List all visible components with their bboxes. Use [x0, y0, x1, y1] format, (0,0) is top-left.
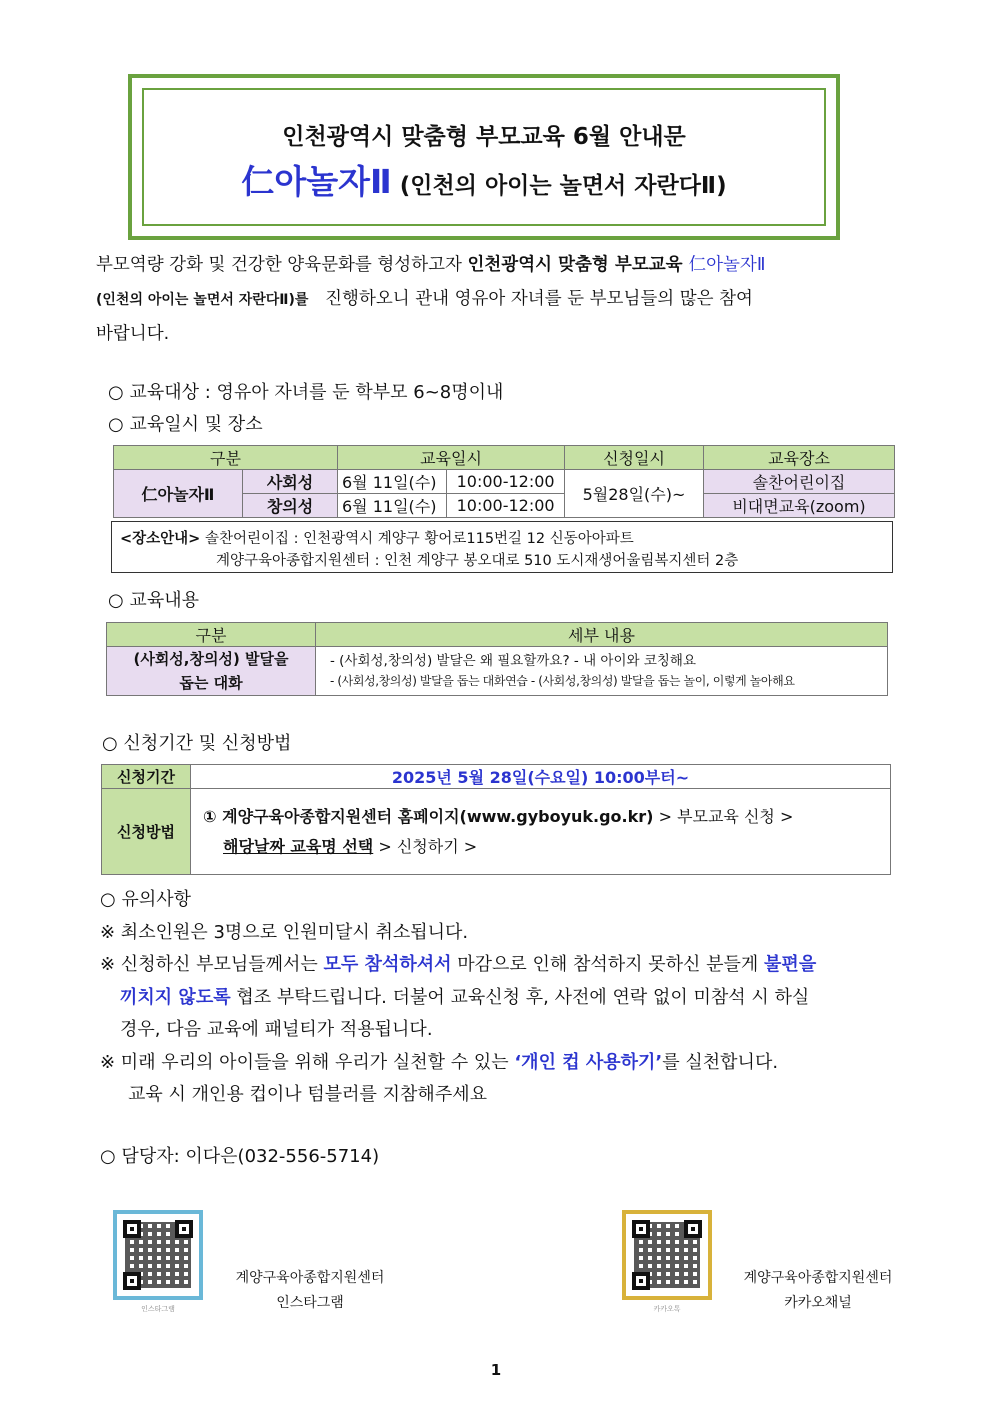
note-3 — [100, 1047, 910, 1080]
schedule-header: 교육일시 — [338, 446, 565, 470]
method-select: 해당날짜 교육명 선택 — [223, 836, 374, 856]
content-detail-2: - (사회성,창의성) 발달을 돕는 대화연습 - (사회성,창의성) 발달을 돕는 놀이, 이렇게 놀아해요 — [330, 674, 795, 688]
notes-heading: ○ 유의사항 — [100, 889, 191, 910]
document-subtitle — [132, 156, 836, 203]
note-3-text-b: 를 실천합니다. — [662, 1051, 779, 1073]
date-cell: 6월 11일(수) — [338, 494, 447, 518]
qr-caption: 인스타그램 — [141, 1305, 175, 1313]
method-cell — [191, 789, 891, 875]
qr-label-line-1: 계양구육아종합지원센터 — [743, 1270, 893, 1286]
brand-name: 仁아놀자Ⅱ — [241, 162, 392, 201]
note-2-line-2 — [100, 982, 910, 1015]
period-value: 2025년 5월 28일(수요일) 10:00부터~ — [191, 765, 891, 789]
schedule-heading: ○ 교육일시 및 장소 — [108, 414, 263, 435]
schedule-header: 신청일시 — [565, 446, 704, 470]
program-cell: 仁아놀자Ⅱ — [114, 470, 243, 518]
schedule-header: 교육장소 — [704, 446, 895, 470]
intro-paragraph — [96, 248, 896, 351]
note-2-text-b: 마감으로 인해 참석하지 못하신 분들게 — [451, 954, 765, 975]
type-cell: 창의성 — [243, 494, 338, 518]
content-table — [106, 622, 888, 696]
content-header: 구분 — [107, 623, 316, 647]
intro-brand: 仁아놀자Ⅱ — [688, 255, 766, 275]
target-line: ○ 교육대상 : 영유아 자녀를 둔 학부모 6~8명이내 — [108, 382, 504, 403]
date-cell: 6월 11일(수) — [338, 470, 447, 494]
note-2-highlight-3: 끼치지 않도록 — [120, 986, 231, 1008]
contact-line: ○ 담당자: 이다은(032-556-5714) — [100, 1146, 380, 1167]
method-step: > 부모교육 신청 > — [653, 806, 794, 826]
method-label: 신청방법 — [102, 789, 191, 875]
qr-code-icon[interactable] — [113, 1210, 203, 1300]
intro-text-2: 진행하오니 관내 영유아 자녀를 둔 부모님들의 많은 참여 — [325, 289, 753, 309]
location-box — [111, 521, 893, 573]
note-3-line-2: 교육 시 개인용 컵이나 텀블러를 지참해주세요 — [128, 1084, 487, 1105]
method-homepage: ① 계양구육아종합지원센터 홈페이지(www.gyboyuk.go.kr) — [203, 806, 654, 826]
place-cell: 비대면교육(zoom) — [704, 494, 895, 518]
apply-date-cell: 5월28일(수)~ — [565, 470, 704, 518]
note-3-text: ※ 미래 우리의 아이들을 위해 우리가 실천할 수 있는 — [100, 1051, 515, 1073]
qr-label-line-1: 계양구육아종합지원센터 — [235, 1270, 385, 1286]
note-1: ※ 최소인원은 3명으로 인원미달시 취소됩니다. — [100, 921, 469, 943]
apply-table — [101, 764, 891, 875]
qr-caption: 카카오톡 — [653, 1305, 681, 1313]
title-frame — [128, 74, 840, 240]
location-line-2: 계양구육아종합지원센터 : 인천 계양구 봉오대로 510 도시재생어울림복지센터 2층 — [216, 553, 739, 569]
schedule-table — [113, 445, 895, 518]
qr-label — [728, 1266, 908, 1316]
intro-text: 부모역량 강화 및 건강한 양육문화를 형성하고자 — [96, 255, 468, 275]
content-category-1: (사회성,창의성) 발달을 — [133, 650, 289, 668]
notes-section — [100, 884, 910, 1112]
period-label: 신청기간 — [102, 765, 191, 789]
apply-heading: ○ 신청기간 및 신청방법 — [102, 733, 292, 754]
content-header: 세부 내용 — [316, 623, 888, 647]
note-2 — [100, 949, 910, 982]
document-title: 인천광역시 맞춤형 부모교육 6월 안내문 — [282, 124, 686, 150]
time-cell: 10:00-12:00 — [447, 494, 565, 518]
location-line-1: 솔찬어린이집 : 인천광역시 계양구 황어로115번길 12 신동아아파트 — [204, 531, 634, 547]
note-2-highlight: 모두 참석하셔서 — [323, 954, 452, 975]
note-3-highlight: ‘개인 컵 사용하기’ — [514, 1051, 663, 1073]
place-cell: 솔찬어린이집 — [704, 470, 895, 494]
note-2-text: ※ 신청하신 부모님들께서는 — [100, 954, 324, 975]
note-2-highlight-2: 불편을 — [764, 954, 817, 975]
content-category-2: 돕는 대화 — [179, 674, 243, 692]
method-step-2: > 신청하기 > — [373, 836, 478, 856]
content-heading: ○ 교육내용 — [108, 590, 199, 611]
intro-subtitle: (인천의 아이는 놀면서 자란다Ⅱ)를 — [96, 292, 309, 308]
qr-label — [220, 1266, 400, 1316]
brand-subtitle: (인천의 아이는 놀면서 자란다Ⅱ) — [399, 173, 727, 199]
time-cell: 10:00-12:00 — [447, 470, 565, 494]
qr-label-line-2: 인스타그램 — [276, 1295, 344, 1311]
note-2-line-3: 경우, 다음 교육에 패널티가 적용됩니다. — [120, 1019, 433, 1040]
type-cell: 사회성 — [243, 470, 338, 494]
page-number: 1 — [490, 1361, 502, 1379]
qr-label-line-2: 카카오채널 — [784, 1295, 852, 1311]
content-category-cell — [107, 647, 316, 696]
note-2-text-c: 협조 부탁드립니다. 더불어 교육신청 후, 사전에 연락 없이 미참석 시 하실 — [230, 986, 810, 1008]
content-detail-1: - (사회성,창의성) 발달은 왜 필요할까요? - 내 아이와 코칭해요 — [330, 653, 697, 669]
intro-text-3: 바랍니다. — [96, 324, 170, 344]
content-detail-cell — [316, 647, 888, 696]
qr-code-icon[interactable] — [622, 1210, 712, 1300]
location-label: <장소안내> — [120, 531, 201, 547]
intro-bold: 인천광역시 맞춤형 부모교육 — [467, 255, 689, 275]
schedule-header: 구분 — [114, 446, 338, 470]
